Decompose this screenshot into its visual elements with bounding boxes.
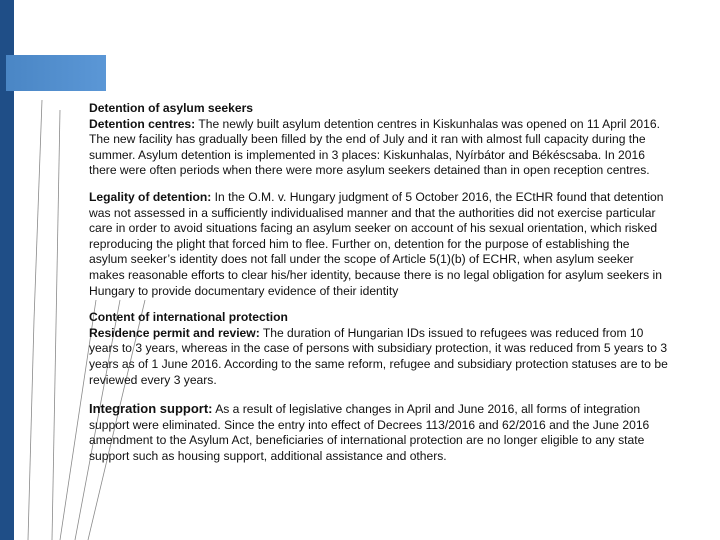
paragraph-lead: Residence permit and review:: [89, 325, 260, 340]
paragraph-lead: Detention centres:: [89, 116, 196, 131]
paragraph-lead: Legality of detention:: [89, 189, 212, 204]
paragraph-text: In the O.M. v. Hungary judgment of 5 October 2016, the ECtHR found that detention was not assessed in a sufficiently individualised manner and that the authorities did not exercise particular care in order to avoid situations facing an asylum seeker on account of his sexual orientation, which risked reproducing the plight that forced him to flee. Further on, detention for the purpose of establishing the asylum seeker’s identity does not fall under the scope of Article 5(1)(b) of ECHR, when asylum seeker makes reasonable efforts to clear his/her identity, because there is no legal obligation for asylum seekers in Hungary to provide documentary evidence of their identity: [89, 189, 664, 298]
section-heading: Content of international protection: [89, 310, 288, 325]
paragraph-lead: Integration support:: [89, 401, 213, 417]
paragraph-text: The newly built asylum detention centres in Kiskunhalas was opened on 11 April 2016. The new facility has gradually been filled by the end of July and it ran with almost full capacity during the summer. Asylum detention is implemented in 3 places: Kiskunhalas, Nyírbátor and Békéscsaba. In 2016 there were often periods when there were more asylum seekers detained than in open reception centres.: [89, 116, 660, 178]
document-body: [89, 101, 669, 475]
section-heading: Detention of asylum seekers: [89, 101, 253, 115]
decorative-line: [28, 320, 34, 540]
paragraph-text: The duration of Hungarian IDs issued to refugees was reduced from 10 years to 3 years, whereas in the case of persons with subsidiary protection, it was reduced from 5 years to 3 years as of 1 June 2016. According to the same reform, refugee and subsidiary protection statuses are to be reviewed every 3 years.: [89, 325, 668, 387]
section-integration: [89, 401, 669, 464]
section-protection: [89, 310, 669, 388]
decorative-line: [52, 110, 60, 540]
section-detention: [89, 101, 669, 179]
decorative-line: [34, 100, 42, 320]
paragraph-text: As a result of legislative changes in April and June 2016, all forms of integration support were eliminated. Since the entry into effect of Decrees 113/2016 and 62/2016 and the June 2016 amendment to the Asylum Act, beneficiaries of international protection are no longer eligible to any state support such as housing support, additional assistance and others.: [89, 402, 650, 463]
section-legality: [89, 190, 669, 299]
